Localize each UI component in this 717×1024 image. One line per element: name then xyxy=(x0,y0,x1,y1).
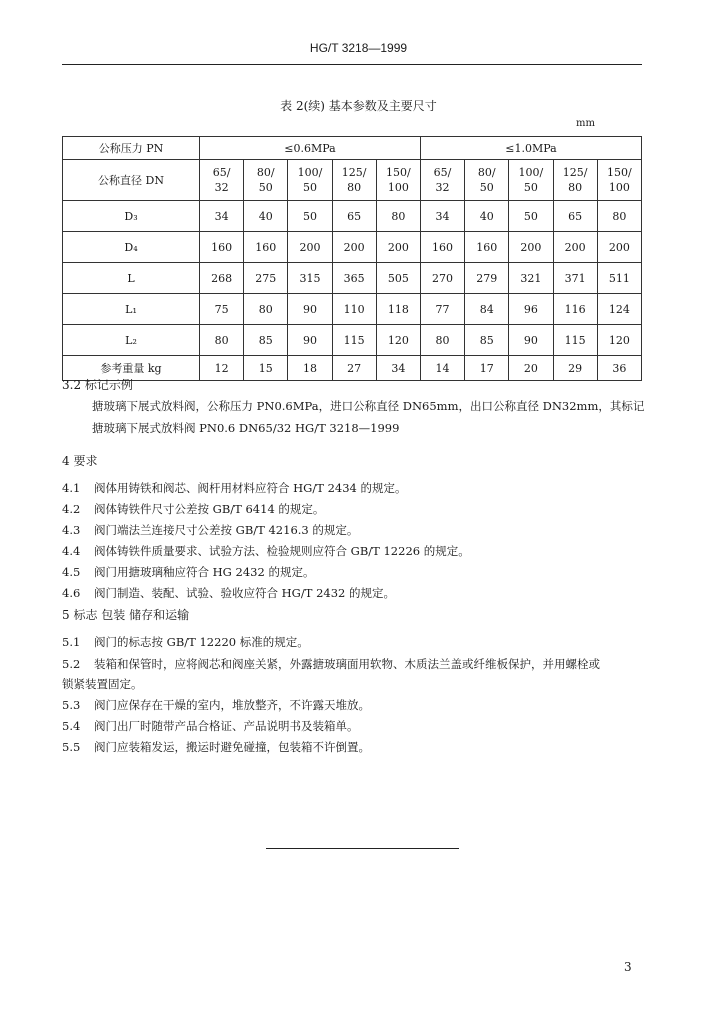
table-cell: 50 xyxy=(288,201,332,232)
table-cell: 50 xyxy=(509,201,553,232)
table-cell: 65 xyxy=(553,201,597,232)
table-caption: 表 2(续) 基本参数及主要尺寸 xyxy=(280,99,437,113)
table-cell: 160 xyxy=(244,232,288,263)
table-cell: 80 xyxy=(244,294,288,325)
table-cell: 115 xyxy=(553,325,597,356)
diameter-cell: 150/ 100 xyxy=(376,160,420,201)
section-5-5: 5.5 阀门应装箱发运，搬运时避免碰撞，包装箱不许倒置。 xyxy=(62,740,370,754)
table-cell: 118 xyxy=(376,294,420,325)
pressure-group-1.0: ≤1.0MPa xyxy=(420,137,641,160)
page-number: 3 xyxy=(624,960,632,974)
parameters-table xyxy=(62,136,642,381)
table-cell: 116 xyxy=(553,294,597,325)
table-cell: 200 xyxy=(553,232,597,263)
section-5-1: 5.1 阀门的标志按 GB/T 12220 标准的规定。 xyxy=(62,635,309,649)
table-cell: 160 xyxy=(420,232,464,263)
table-cell: 85 xyxy=(244,325,288,356)
table-row xyxy=(63,294,642,325)
table-row-pressure xyxy=(63,137,642,160)
table-cell: 75 xyxy=(200,294,244,325)
diameter-cell: 150/ 100 xyxy=(597,160,641,201)
section-5-2-continuation: 锁紧装置固定。 xyxy=(62,677,143,691)
table-cell: 511 xyxy=(597,263,641,294)
section-4-item: 4.3 阀门端法兰连接尺寸公差按 GB/T 4216.3 的规定。 xyxy=(62,523,359,537)
section-4-item: 4.6 阀门制造、装配、试验、验收应符合 HG/T 2432 的规定。 xyxy=(62,586,395,600)
table-cell: 505 xyxy=(376,263,420,294)
diameter-cell: 100/ 50 xyxy=(288,160,332,201)
row-label: D₃ xyxy=(63,201,200,232)
table-cell: 65 xyxy=(332,201,376,232)
table-cell: 34 xyxy=(420,201,464,232)
section-4-item: 4.2 阀体铸铁件尺寸公差按 GB/T 6414 的规定。 xyxy=(62,502,325,516)
diameter-cell: 125/ 80 xyxy=(553,160,597,201)
table-cell: 85 xyxy=(465,325,509,356)
table-cell: 40 xyxy=(465,201,509,232)
table-cell: 12 xyxy=(200,356,244,381)
table-cell: 160 xyxy=(465,232,509,263)
table-cell: 15 xyxy=(244,356,288,381)
table-cell: 270 xyxy=(420,263,464,294)
table-cell: 17 xyxy=(465,356,509,381)
table-row xyxy=(63,201,642,232)
diameter-cell: 80/ 50 xyxy=(244,160,288,201)
section-3-2-text-line-1: 搪玻璃下展式放料阀，公称压力 PN0.6MPa，进口公称直径 DN65mm，出口公称直径 DN32mm，其标记 xyxy=(92,399,645,413)
row-label: L₂ xyxy=(63,325,200,356)
section-5-2: 5.2 装箱和保管时，应将阀芯和阀座关紧，外露搪玻璃面用软物、木质法兰盖或纤维板保护，并用螺栓或 xyxy=(62,657,600,671)
table-cell: 80 xyxy=(376,201,420,232)
diameter-cell: 100/ 50 xyxy=(509,160,553,201)
footer-rule xyxy=(266,848,459,849)
table-cell: 120 xyxy=(597,325,641,356)
table-cell: 84 xyxy=(465,294,509,325)
table-cell: 279 xyxy=(465,263,509,294)
diameter-label: 公称直径 DN xyxy=(63,160,200,201)
table-cell: 14 xyxy=(420,356,464,381)
table-row xyxy=(63,263,642,294)
table-cell: 34 xyxy=(376,356,420,381)
table-cell: 36 xyxy=(597,356,641,381)
section-4-heading: 4 要求 xyxy=(62,454,98,468)
table-cell: 365 xyxy=(332,263,376,294)
table-cell: 120 xyxy=(376,325,420,356)
table-cell: 90 xyxy=(288,294,332,325)
section-5-4: 5.4 阀门出厂时随带产品合格证、产品说明书及装箱单。 xyxy=(62,719,359,733)
table-cell: 321 xyxy=(509,263,553,294)
table-cell: 80 xyxy=(420,325,464,356)
table-cell: 124 xyxy=(597,294,641,325)
table-cell: 40 xyxy=(244,201,288,232)
table-cell: 315 xyxy=(288,263,332,294)
table-cell: 268 xyxy=(200,263,244,294)
table-cell: 77 xyxy=(420,294,464,325)
table-cell: 200 xyxy=(597,232,641,263)
section-4-item: 4.4 阀体铸铁件质量要求、试验方法、检验规则应符合 GB/T 12226 的规定。 xyxy=(62,544,470,558)
table-row xyxy=(63,356,642,381)
table-cell: 20 xyxy=(509,356,553,381)
table-row-diameter xyxy=(63,160,642,201)
table-cell: 110 xyxy=(332,294,376,325)
row-label: 参考重量 kg xyxy=(63,356,200,381)
table-cell: 115 xyxy=(332,325,376,356)
diameter-cell: 80/ 50 xyxy=(465,160,509,201)
header-rule xyxy=(62,64,642,65)
row-label: L xyxy=(63,263,200,294)
table-row xyxy=(63,325,642,356)
diameter-cell: 125/ 80 xyxy=(332,160,376,201)
section-4-item: 4.5 阀门用搪玻璃釉应符合 HG 2432 的规定。 xyxy=(62,565,315,579)
table-cell: 200 xyxy=(509,232,553,263)
table-cell: 200 xyxy=(332,232,376,263)
section-5-heading: 5 标志 包装 储存和运输 xyxy=(62,608,190,622)
row-label: L₁ xyxy=(63,294,200,325)
table-cell: 200 xyxy=(376,232,420,263)
table-cell: 18 xyxy=(288,356,332,381)
table-cell: 275 xyxy=(244,263,288,294)
row-label: D₄ xyxy=(63,232,200,263)
section-5-3: 5.3 阀门应保存在干燥的室内，堆放整齐，不许露天堆放。 xyxy=(62,698,370,712)
table-cell: 160 xyxy=(200,232,244,263)
table-cell: 80 xyxy=(597,201,641,232)
table-cell: 90 xyxy=(509,325,553,356)
table-cell: 34 xyxy=(200,201,244,232)
pressure-group-0.6: ≤0.6MPa xyxy=(200,137,421,160)
section-4-item: 4.1 阀体用铸铁和阀芯、阀杆用材料应符合 HG/T 2434 的规定。 xyxy=(62,481,407,495)
table-cell: 29 xyxy=(553,356,597,381)
table-unit: mm xyxy=(576,118,595,129)
section-3-2-text-line-2: 搪玻璃下展式放料阀 PN0.6 DN65/32 HG/T 3218—1999 xyxy=(92,421,400,435)
table-row xyxy=(63,232,642,263)
table-cell: 27 xyxy=(332,356,376,381)
table-cell: 90 xyxy=(288,325,332,356)
pressure-label: 公称压力 PN xyxy=(63,137,200,160)
diameter-cell: 65/ 32 xyxy=(420,160,464,201)
table-cell: 96 xyxy=(509,294,553,325)
section-3-2-heading: 3.2 标记示例 xyxy=(62,378,133,392)
table-cell: 80 xyxy=(200,325,244,356)
table-cell: 200 xyxy=(288,232,332,263)
diameter-cell: 65/ 32 xyxy=(200,160,244,201)
standard-header: HG/T 3218—1999 xyxy=(309,41,408,55)
table-cell: 371 xyxy=(553,263,597,294)
